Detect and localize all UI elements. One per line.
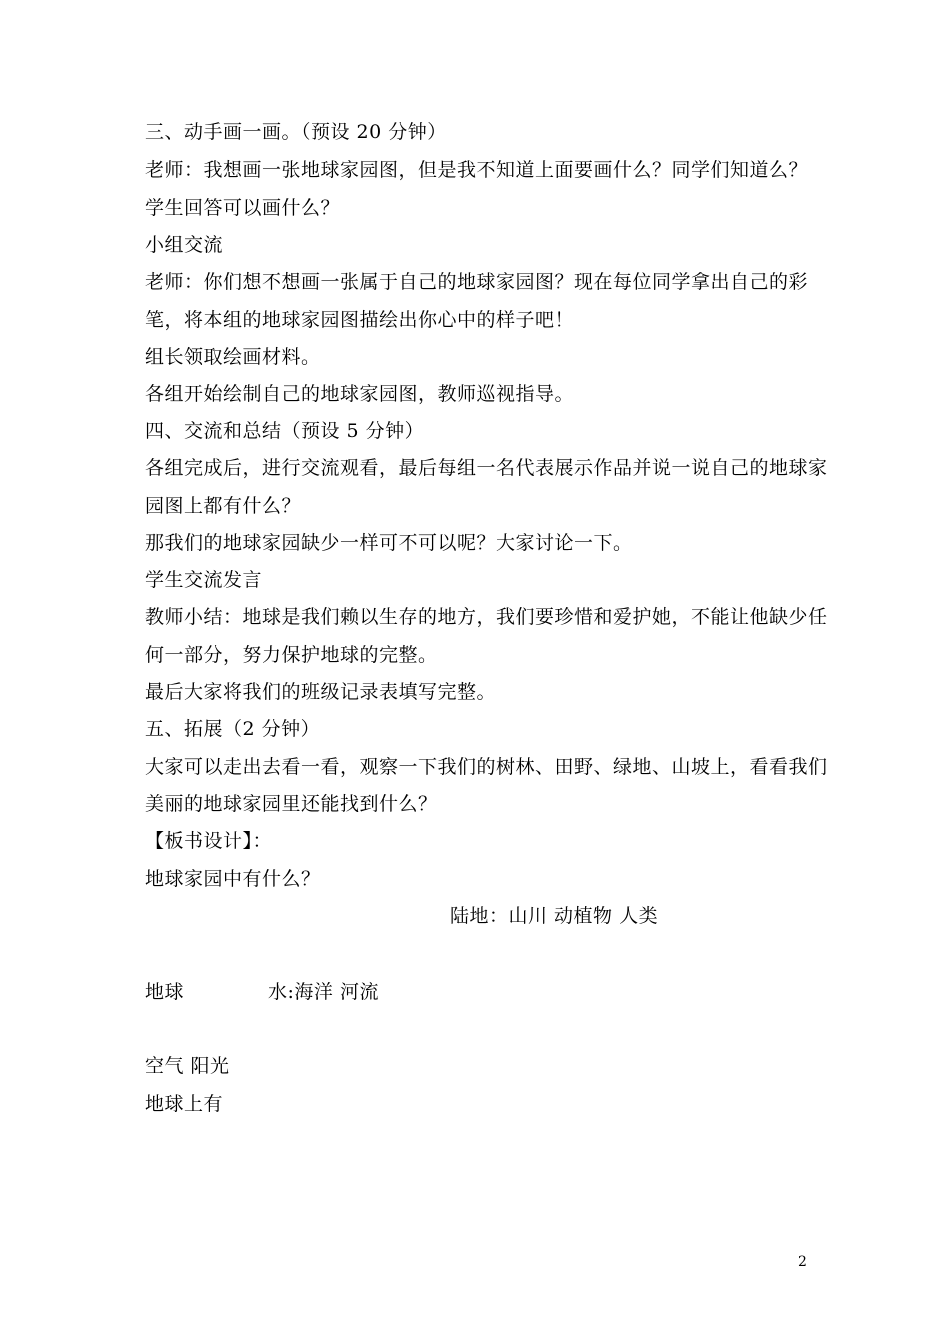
paragraph-line: 大家可以走出去看一看，观察一下我们的树林、田野、绿地、山坡上，看看我们 xyxy=(145,756,828,778)
board-earth-has: 地球上有 xyxy=(145,1093,224,1115)
paragraph-line: 老师：我想画一张地球家园图，但是我不知道上面要画什么？同学们知道么？ xyxy=(145,159,809,181)
page-number: 2 xyxy=(798,1254,807,1270)
board-water: 水:海洋 河流 xyxy=(268,981,379,1003)
board-land: 陆地：山川 动植物 人类 xyxy=(450,905,659,927)
board-earth: 地球 xyxy=(145,981,185,1003)
paragraph-line: 那我们的地球家园缺少一样可不可以呢？大家讨论一下。 xyxy=(145,532,633,554)
board-design-heading: 【板书设计】： xyxy=(145,830,273,852)
section-heading-summary: 四、交流和总结（预设 5 分钟） xyxy=(145,420,425,442)
paragraph-line: 笔，将本组的地球家园图描绘出你心中的样子吧！ xyxy=(145,309,575,331)
paragraph-line: 学生回答可以画什么？ xyxy=(145,197,341,219)
paragraph-line: 组长领取绘画材料。 xyxy=(145,346,321,368)
paragraph-line: 最后大家将我们的班级记录表填写完整。 xyxy=(145,681,497,703)
paragraph-line: 美丽的地球家园里还能找到什么？ xyxy=(145,793,438,815)
paragraph-line: 学生交流发言 xyxy=(145,569,263,591)
paragraph-line: 老师：你们想不想画一张属于自己的地球家园图？现在每位同学拿出自己的彩 xyxy=(145,271,809,293)
paragraph-line: 各组完成后，进行交流观看，最后每组一名代表展示作品并说一说自己的地球家 xyxy=(145,457,828,479)
paragraph-line: 何一部分，努力保护地球的完整。 xyxy=(145,644,438,666)
paragraph-line: 教师小结：地球是我们赖以生存的地方，我们要珍惜和爱护她，不能让他缺少任 xyxy=(145,606,828,628)
board-air: 空气 阳光 xyxy=(145,1055,230,1077)
section-heading-extension: 五、拓展（2 分钟） xyxy=(145,718,321,740)
paragraph-line: 园图上都有什么？ xyxy=(145,495,302,517)
section-heading-drawing: 三、动手画一画。（预设 20 分钟） xyxy=(145,121,447,143)
paragraph-line: 小组交流 xyxy=(145,234,224,256)
paragraph-line: 各组开始绘制自己的地球家园图，教师巡视指导。 xyxy=(145,383,575,405)
board-question: 地球家园中有什么？ xyxy=(145,868,321,890)
